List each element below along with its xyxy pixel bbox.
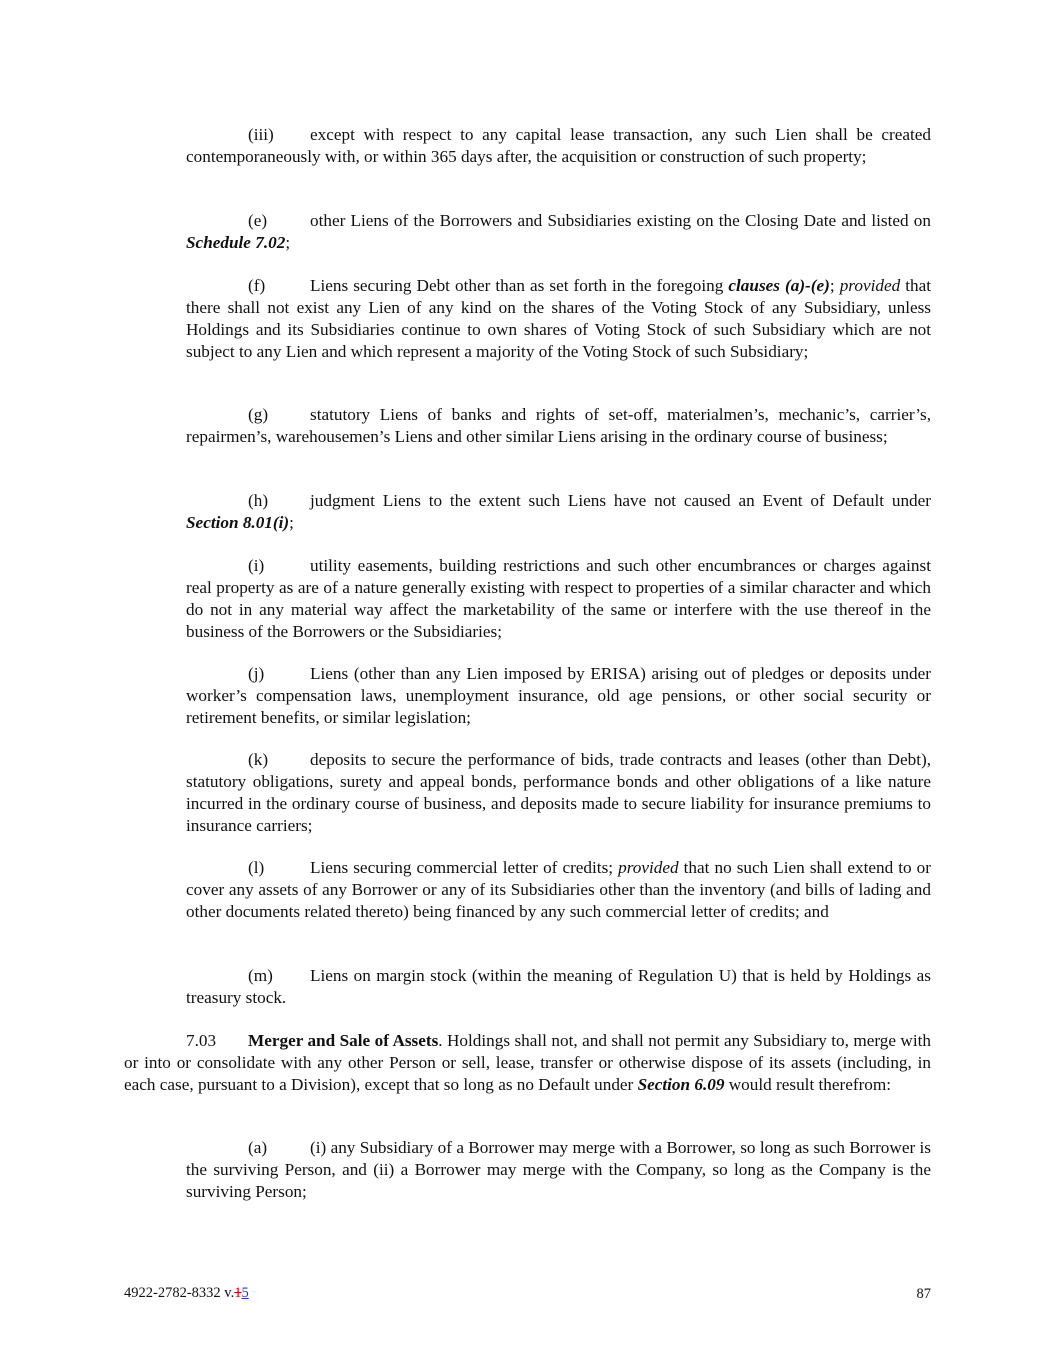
clause-a-label: (a) bbox=[248, 1138, 268, 1157]
clause-l bbox=[186, 857, 931, 923]
clause-i-label: (i) bbox=[248, 556, 265, 575]
page-number: 87 bbox=[916, 1286, 931, 1302]
clause-m-label: (m) bbox=[248, 966, 273, 985]
clause-e-ref: Schedule 7.02 bbox=[186, 233, 286, 252]
clause-j bbox=[186, 663, 931, 729]
clause-e bbox=[186, 210, 931, 254]
clause-l-label: (l) bbox=[248, 858, 265, 877]
clause-l-rest: that no such Lien shall extend to or cover any assets of any Borrower or any of its Subsidiaries other than the inventory (and bills of lading and other documents related thereto) being financed by any such commercial letter of credits; and bbox=[186, 858, 931, 921]
document-id bbox=[124, 1284, 249, 1302]
clause-f-ref: clauses (a)-(e) bbox=[728, 276, 830, 295]
clause-f bbox=[186, 275, 931, 363]
clause-iii-text: except with respect to any capital lease transaction, any such Lien shall be created contemporaneously with, or within 365 days after, the acquisition or construction of such property; bbox=[186, 125, 931, 166]
clause-iii-label: (iii) bbox=[248, 125, 274, 144]
version-deleted: 1 bbox=[234, 1285, 242, 1301]
clause-h-ref: Section 8.01(i) bbox=[186, 513, 290, 532]
clause-i-text: utility easements, building restrictions and such other encumbrances or charges against real property as are of a nature generally existing with respect to properties of a similar character and which do not in any material way affect the marketability of the same or interfere with the use thereof in the business of the Borrowers or the Subsidiaries; bbox=[186, 556, 931, 641]
clause-e-label: (e) bbox=[248, 211, 268, 230]
clause-l-proviso: provided bbox=[618, 858, 679, 877]
clause-l-text: Liens securing commercial letter of credits; bbox=[310, 858, 619, 877]
clause-i bbox=[186, 555, 931, 643]
clause-j-label: (j) bbox=[248, 664, 265, 683]
clause-a bbox=[186, 1137, 931, 1203]
clause-h-end: ; bbox=[289, 513, 294, 532]
clause-a-text: (i) any Subsidiary of a Borrower may merge with a Borrower, so long as such Borrower is the surviving Person, and (ii) a Borrower may merge with the Company, so long as the Company is the surviving Person; bbox=[186, 1138, 931, 1201]
clause-k bbox=[186, 749, 931, 837]
section-7-03-text: . Holdings shall not, and shall not permit any Subsidiary to, merge with or into or consolidate with any other Person or sell, lease, transfer or otherwise dispose of its assets (including, in each case, pursuant to a Division), except that so long as no Default under bbox=[124, 1031, 931, 1094]
clause-e-text: other Liens of the Borrowers and Subsidiaries existing on the Closing Date and listed on bbox=[310, 211, 931, 230]
section-7-03-end: would result therefrom: bbox=[724, 1075, 892, 1094]
clause-j-text: Liens (other than any Lien imposed by ERISA) arising out of pledges or deposits under worker’s compensation laws, unemployment insurance, old age pensions, or other social security or retirement benefits, or similar legislation; bbox=[186, 664, 931, 727]
section-7-03-number: 7.03 bbox=[186, 1031, 217, 1050]
clause-m-text: Liens on margin stock (within the meaning of Regulation U) that is held by Holdings as treasury stock. bbox=[186, 966, 931, 1007]
clause-h bbox=[186, 490, 931, 534]
version-inserted: 5 bbox=[241, 1285, 249, 1301]
clause-g bbox=[186, 404, 931, 448]
clause-g-label: (g) bbox=[248, 405, 269, 424]
clause-h-label: (h) bbox=[248, 491, 269, 510]
clause-k-label: (k) bbox=[248, 750, 269, 769]
clause-f-rest: that there shall not exist any Lien of any kind on the shares of the Voting Stock of any Subsidiary, unless Holdings and its Subsidiaries continue to own shares of Voting Stock of such Subsidiary which are not subject to any Lien and which represent a majority of the Voting Stock of such Subsidiary; bbox=[186, 276, 932, 361]
clause-m bbox=[186, 965, 931, 1009]
section-7-03-ref: Section 6.09 bbox=[637, 1075, 725, 1094]
document-id-prefix: 4922-2782-8332 v. bbox=[124, 1285, 235, 1301]
clause-k-text: deposits to secure the performance of bids, trade contracts and leases (other than Debt), statutory obligations, surety and appeal bonds, performance bonds and other obligations of a like nature incurred in the ordinary course of business, and deposits made to secure liability for insurance premiums to insurance carriers; bbox=[186, 750, 931, 835]
clause-h-text: judgment Liens to the extent such Liens have not caused an Event of Default under bbox=[310, 491, 931, 510]
clause-f-text: Liens securing Debt other than as set forth in the foregoing bbox=[310, 276, 729, 295]
section-7-03-heading: Merger and Sale of Assets bbox=[248, 1031, 439, 1050]
clause-f-mid: ; bbox=[829, 276, 840, 295]
section-7-03 bbox=[124, 1030, 931, 1096]
clause-f-proviso: provided bbox=[839, 276, 901, 295]
clause-f-label: (f) bbox=[248, 276, 266, 295]
clause-e-end: ; bbox=[285, 233, 291, 252]
clause-iii bbox=[186, 124, 931, 168]
clause-g-text: statutory Liens of banks and rights of set-off, materialmen’s, mechanic’s, carrier’s, repairmen’s, warehousemen’s Liens and other similar Liens arising in the ordinary course of business; bbox=[186, 405, 931, 446]
